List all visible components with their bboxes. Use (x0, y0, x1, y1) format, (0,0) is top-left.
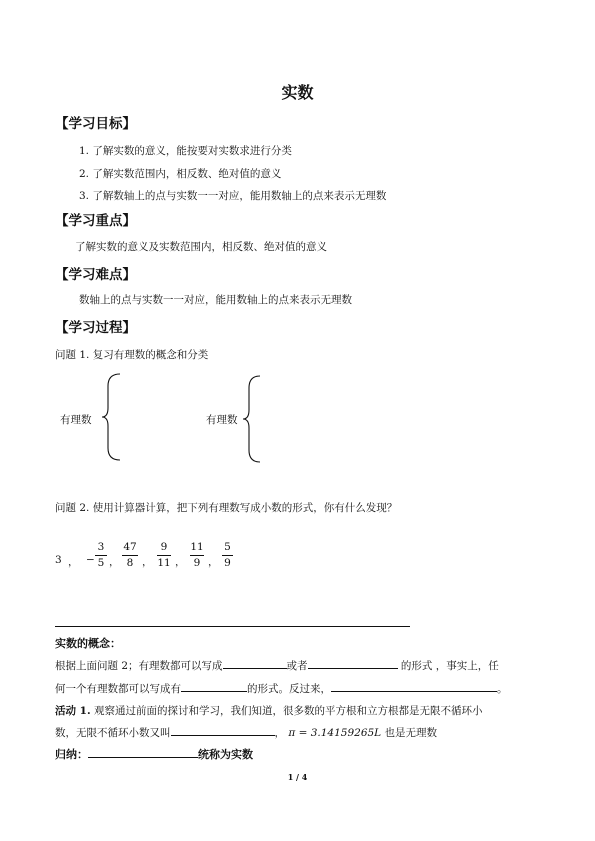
fraction-5-denominator: 9 (224, 557, 231, 569)
fraction-5-numerator: 5 (224, 541, 231, 553)
activity-line-2-text-c: 也是无理数 (381, 727, 437, 739)
concept-line-1 (55, 658, 499, 673)
left-brace-b (241, 374, 263, 464)
difficulties-heading: 【学习难点】 (55, 267, 136, 283)
fraction-2 (122, 541, 138, 570)
concept-line-1-text-c: 的形式 ，事实上，任 (397, 660, 499, 672)
question-2: 问题 2. 使用计算器计算，把下列有理数写成小数的形式，你有什么发现？ (55, 502, 398, 514)
fraction-4-numerator: 11 (190, 541, 204, 553)
difficulties-text: 数轴上的点与实数一一对应，能用数轴上的点来表示无理数 (79, 294, 352, 306)
fraction-1-denominator: 5 (97, 557, 105, 569)
fraction-4 (190, 541, 204, 570)
page-number: 1 / 4 (287, 772, 308, 782)
objectives-heading: 【学习目标】 (55, 116, 136, 132)
fraction-5 (222, 541, 233, 570)
process-heading: 【学习过程】 (55, 320, 136, 336)
pi-value: π = 3.14159265L (288, 727, 382, 739)
key-points-text: 了解实数的意义及实数范围内，相反数、绝对值的意义 (75, 241, 327, 253)
activity-line-2 (55, 725, 437, 740)
fraction-4-denominator: 9 (193, 557, 201, 569)
divider-line (55, 626, 410, 627)
left-brace-a (100, 372, 124, 462)
number-3: 3 (55, 554, 62, 566)
key-points-heading: 【学习重点】 (55, 213, 136, 229)
fraction-3-denominator: 11 (157, 557, 171, 569)
separator: ， (142, 556, 153, 568)
fraction-3 (157, 541, 171, 570)
summary-label: 归纳： (55, 748, 88, 761)
activity-line-2-text-b: ， (274, 727, 285, 739)
blank-6[interactable] (88, 747, 198, 758)
concept-line-1-text-b: 或者 (286, 660, 308, 672)
concept-line-2-text-b: 的形式。反过来， (247, 683, 331, 695)
concept-line-1-text-a: 根据上面问题 2；有理数都可以写成 (55, 660, 223, 672)
fraction-1-numerator: 3 (97, 541, 105, 553)
concept-line-2 (55, 681, 508, 696)
minus-sign: − (86, 554, 95, 566)
fraction-2-numerator: 47 (123, 541, 137, 553)
activity-text: 观察通过前面的探讨和学习，我们知道，很多数的平方根和立方根都是无限不循环小 (90, 705, 483, 717)
blank-1[interactable] (223, 658, 287, 669)
activity-label: 活动 1. (55, 705, 91, 717)
blank-4[interactable] (331, 681, 497, 692)
summary-line (55, 746, 253, 762)
separator: ， (175, 556, 186, 568)
activity-line-2-text-a: 数，无限不循环小数又叫 (55, 727, 171, 739)
rational-label-a: 有理数 (60, 414, 92, 426)
blank-5[interactable] (171, 725, 275, 736)
concept-line-2-text-c: 。 (497, 683, 508, 695)
blank-2[interactable] (308, 658, 398, 669)
separator: ， (208, 556, 219, 568)
rational-label-b: 有理数 (206, 414, 238, 426)
fraction-3-numerator: 9 (160, 541, 168, 553)
objective-item-1: 1. 了解实数的意义，能按要对实数求进行分类 (79, 145, 292, 157)
objective-item-2: 2. 了解实数范围内，相反数、绝对值的意义 (79, 168, 282, 180)
question-1: 问题 1. 复习有理数的概念和分类 (55, 349, 209, 361)
separator: ， (68, 556, 79, 568)
fraction-2-denominator: 8 (126, 557, 134, 569)
blank-3[interactable] (181, 681, 247, 692)
concept-heading: 实数的概念： (55, 637, 121, 650)
summary-tail: 统称为实数 (198, 748, 253, 761)
objective-item-3: 3. 了解数轴上的点与实数一一对应，能用数轴上的点来表示无理数 (79, 190, 387, 202)
activity-line-1 (55, 703, 482, 718)
concept-line-2-text-a: 何一个有理数都可以写成有 (55, 683, 181, 695)
separator: ， (109, 556, 120, 568)
page-title: 实数 (281, 83, 314, 102)
fraction-1 (95, 541, 107, 570)
